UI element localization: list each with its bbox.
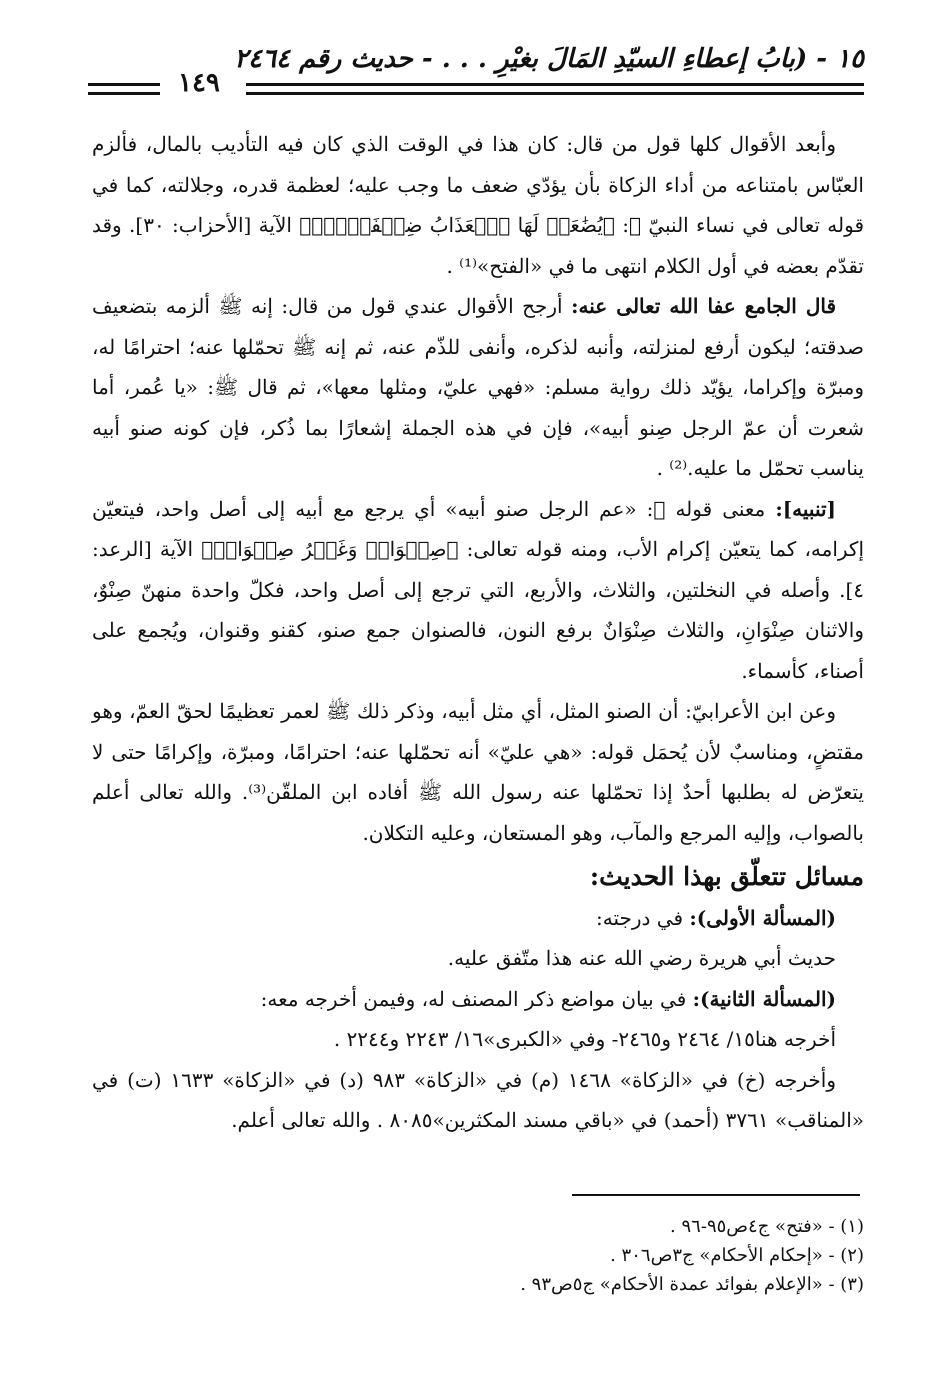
paragraph-1 — [92, 124, 864, 286]
header-rule-left-top — [88, 83, 160, 86]
issue-heading-text: في درجته: — [596, 905, 684, 930]
section-heading: مسائل تتعلّق بهذا الحديث: — [589, 862, 864, 891]
paragraph-text: أرجح الأقوال عندي قول من قال: إنه ﷺ ألزمه بتضعيف صدقته؛ ليكون أرفع لمنزلته، وأنبه لذكره، وأنفى للذّم عنه، ثم إنه ﷺ تحمّلها عنه؛ احترامًا له، ومبرّة وإكراما، يؤيّد ذلك رواية مسلم: «فهي عليّ، ومثلها معها»، ثم قال ﷺ: «يا عُمر، أما شعرت أن عمّ الرجل صِنو أبيه»، فإن في هذه الجملة إشعارًا بما ذُكر، فإن كونه صنو أبيه يناسب تحمّل ما عليه.⁽²⁾ . — [92, 294, 864, 480]
issue-1-body: حديث أبي هريرة رضي الله عنه هذا متّفق عليه. — [447, 946, 836, 970]
issue-2-heading — [92, 979, 864, 1020]
paragraph-text: وعن ابن الأعرابيّ: أن الصنو المثل، أي مثل أبيه، وذكر ذلك ﷺ لعمر تعظيمًا لحقّ العمّ، وهو مقتضٍ، ومناسبٌ لأن يُحمَل قوله: «هي عليّ» أنه تحمّلها عنه؛ احترامًا، ومبرّة، وإكرامًا حتى لا يتعرّض له بطلبها أحدٌ إذا تحمّلها عنه رسول الله ﷺ أفاده ابن الملقّن⁽³⁾. والله تعالى أعلم بالصواب، وإليه المرجع والمآب، وهو المستعان، وعليه التكلان. — [92, 699, 864, 845]
issue-label: (المسألة الأولى): — [689, 905, 836, 930]
paragraph-lead: [تنبيه]: — [775, 496, 837, 521]
page-header — [90, 44, 864, 106]
running-title: ١٥ - (بابُ إعطاءِ السيّدِ المَالَ بغيْرِ . . . - حديث رقم ٢٤٦٤ — [234, 44, 864, 74]
paragraph-text: معنى قوله ﷺ: «عم الرجل صنو أبيه» أي يرجع مع أبيه إلى أصل واحد، فيتعيّن إكرامه، كما يتعيّن إكرام الأب، ومنه قوله تعالى: ﴿صِنۡوَانٞ وَغَيۡرُ صِنۡوَانٖ﴾ الآية [الرعد: ٤]. وأصله في النخلتين، والثلاث، والأربع، التي ترجع إلى أصل واحد، فكلّ واحدة منهنّ صِنْوٌ، والاثنان صِنْوَانِ، والثلاث صِنْوَانٌ برفع النون، فالصنوان جمع صنو، كقنو وقنوان، ويُجمع على أصناء، كأسماء. — [92, 496, 864, 683]
issue-2-body: أخرجه هنا١٥/ ٢٤٦٤ و٢٤٦٥- وفي «الكبرى»١٦/ ٢٢٤٣ و٢٢٤٤ . — [333, 1027, 836, 1051]
paragraph-2 — [92, 286, 864, 489]
issue-label: (المسألة الثانية): — [692, 986, 836, 1011]
footnote-2: (٢) - «إحكام الأحكام» ج٣ص٣٠٦ . — [610, 1245, 864, 1266]
footnote-3: (٣) - «الإعلام بفوائد عمدة الأحكام» ج٥ص٩٣ . — [520, 1274, 864, 1295]
header-rule-left-bottom — [88, 92, 160, 95]
footnotes — [520, 1212, 864, 1299]
issue-heading-text: في بيان مواضع ذكر المصنف له، وفيمن أخرجه معه: — [260, 986, 687, 1011]
header-rule-top — [246, 83, 864, 86]
issue-1-heading — [92, 898, 864, 939]
header-rule-bottom — [246, 92, 864, 95]
footnote-rule — [572, 1194, 860, 1196]
paragraph-text: وأبعد الأقوال كلها قول من قال: كان هذا في الوقت الذي كان فيه التأديب بالمال، فألزم العبّاس بامتناعه من أداء الزكاة بأن يؤدّي ضعف ما وجب عليه؛ لعظمة قدره، وجلالته، كما في قوله تعالى في نساء النبيّ ﷺ: ﴿يُضَٰعَفۡ لَهَا ٱلۡعَذَابُ ضِعۡفَيۡنِۚ﴾ الآية [الأحزاب: ٣٠]. وقد تقدّم بعضه في أول الكلام انتهى ما في «الفتح»⁽¹⁾ . — [92, 132, 865, 278]
paragraph-4 — [92, 691, 864, 853]
page-number: ١٤٩ — [178, 68, 220, 98]
main-text — [92, 124, 864, 1141]
footnote-1: (١) - «فتح» ج٤ص٩٥-٩٦ . — [670, 1216, 864, 1237]
paragraph-lead: قال الجامع عفا الله تعالى عنه: — [571, 294, 837, 318]
closing-paragraph: وأخرجه (خ) في «الزكاة» ١٤٦٨ (م) في «الزكاة» ٩٨٣ (د) في «الزكاة» ١٦٣٣ (ت) في «المناقب» ٣٧٦١ (أحمد) في «باقي مسند المكثرين»٨٠٨٥ . والله تعالى أعلم. — [92, 1067, 864, 1132]
paragraph-3 — [92, 489, 864, 692]
